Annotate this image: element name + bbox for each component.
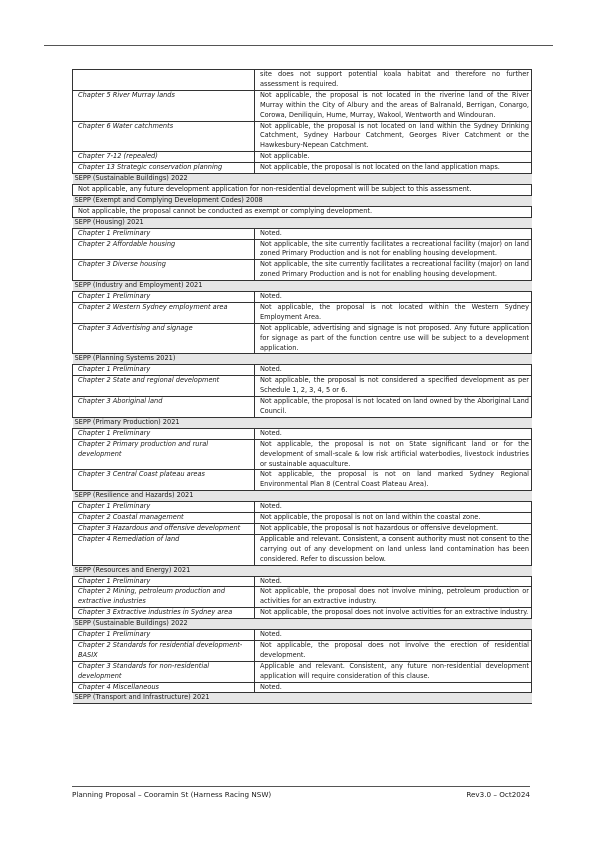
- chapter-name: Chapter 5 River Murray lands: [73, 90, 255, 121]
- chapter-name: Chapter 4 Remediation of land: [73, 534, 255, 565]
- chapter-comment: Not applicable, the proposal is not located on land within the Sydney Drinking Catchment, Sydney Harbour Catchment, Georges River Catchment or the Hawkesbury-Nepean Catchment.: [255, 121, 532, 152]
- chapter-comment: Not applicable, the proposal does not involve activities for an extractive industry.: [255, 608, 532, 619]
- chapter-comment: Not applicable, the proposal is not on State significant land or for the development of small-scale & low risk artificial waterbodies, livestock industries or sustainable aquaculture.: [255, 439, 532, 470]
- chapter-name: Chapter 13 Strategic conservation planning: [73, 163, 255, 174]
- footer-rule: [72, 786, 530, 787]
- chapter-name: [73, 70, 255, 91]
- chapter-comment: Noted.: [255, 576, 532, 587]
- chapter-row: [73, 682, 532, 693]
- header-rule: [44, 45, 553, 46]
- chapter-row: [73, 302, 532, 323]
- chapter-row: [73, 630, 532, 641]
- chapter-row: [73, 523, 532, 534]
- chapter-row: [73, 576, 532, 587]
- sepp-heading-row: [73, 565, 532, 576]
- chapter-name: Chapter 2 Standards for residential development-BASIX: [73, 640, 255, 661]
- chapter-row: [73, 661, 532, 682]
- chapter-row: [73, 365, 532, 376]
- chapter-row: [73, 323, 532, 354]
- chapter-row: [73, 376, 532, 397]
- chapter-comment: Not applicable, the proposal is not hazardous or offensive development.: [255, 523, 532, 534]
- chapter-row: [73, 428, 532, 439]
- sepp-compliance-table: [72, 69, 532, 704]
- chapter-comment: Noted.: [255, 228, 532, 239]
- chapter-name: Chapter 3 Aboriginal land: [73, 397, 255, 418]
- chapter-name: Chapter 2 Western Sydney employment area: [73, 302, 255, 323]
- chapter-name: Chapter 2 State and regional development: [73, 376, 255, 397]
- chapter-row: [73, 608, 532, 619]
- sepp-heading: SEPP (Housing) 2021: [73, 217, 532, 228]
- chapter-comment: Not applicable, the proposal is not considered a specified development as per Schedule 1, 2, 3, 4, 5 or 6.: [255, 376, 532, 397]
- chapter-comment: site does not support potential koala habitat and therefore no further assessment is required.: [255, 70, 532, 91]
- sepp-heading-row: [73, 354, 532, 365]
- table-body: [73, 70, 532, 704]
- chapter-comment: Applicable and relevant. Consistent, a consent authority must not consent to the carrying out of any development on land unless land contamination has been considered. Refer to discussion below.: [255, 534, 532, 565]
- chapter-comment: Noted.: [255, 630, 532, 641]
- sepp-heading: SEPP (Resources and Energy) 2021: [73, 565, 532, 576]
- chapter-comment: Not applicable, the proposal is not located on land owned by the Aboriginal Land Council.: [255, 397, 532, 418]
- sepp-heading-row: [73, 417, 532, 428]
- chapter-name: Chapter 2 Coastal management: [73, 513, 255, 524]
- chapter-row: [73, 90, 532, 121]
- sepp-heading-row: [73, 195, 532, 206]
- chapter-comment: Not applicable, the proposal does not involve mining, petroleum production or activities for an extractive industry.: [255, 587, 532, 608]
- page-footer: [72, 790, 530, 799]
- chapter-row: [73, 470, 532, 491]
- sepp-comment: Not applicable, the proposal cannot be conducted as exempt or complying development.: [73, 206, 532, 217]
- chapter-row: [73, 587, 532, 608]
- sepp-heading-row: [73, 281, 532, 292]
- chapter-comment: Noted.: [255, 682, 532, 693]
- chapter-name: Chapter 7-12 (repealed): [73, 152, 255, 163]
- chapter-name: Chapter 2 Affordable housing: [73, 239, 255, 260]
- sepp-heading: SEPP (Primary Production) 2021: [73, 417, 532, 428]
- footer-document-title: Planning Proposal – Cooramin St (Harness Racing NSW): [72, 790, 272, 799]
- chapter-name: Chapter 3 Hazardous and offensive development: [73, 523, 255, 534]
- sepp-heading-row: [73, 619, 532, 630]
- chapter-name: Chapter 4 Miscellaneous: [73, 682, 255, 693]
- chapter-comment: Not applicable, the site currently facilitates a recreational facility (major) on land zoned Primary Production and is not for enabling housing development.: [255, 260, 532, 281]
- sepp-heading-row: [73, 174, 532, 185]
- sepp-heading-row: [73, 217, 532, 228]
- chapter-row: [73, 152, 532, 163]
- chapter-name: Chapter 3 Standards for non-residential development: [73, 661, 255, 682]
- sepp-heading: SEPP (Planning Systems 2021): [73, 354, 532, 365]
- chapter-name: Chapter 3 Extractive industries in Sydney area: [73, 608, 255, 619]
- chapter-name: Chapter 1 Preliminary: [73, 292, 255, 303]
- chapter-row: [73, 121, 532, 152]
- chapter-name: Chapter 1 Preliminary: [73, 428, 255, 439]
- sepp-heading: SEPP (Sustainable Buildings) 2022: [73, 174, 532, 185]
- chapter-row: [73, 228, 532, 239]
- chapter-comment: Noted.: [255, 428, 532, 439]
- chapter-name: Chapter 3 Advertising and signage: [73, 323, 255, 354]
- chapter-comment: Not applicable, the proposal is not located in the riverine land of the River Murray within the City of Albury and the areas of Balranald, Berrigan, Conargo, Corowa, Deniliquin, Hume, Murray, Wakool, Wentworth and Windouran.: [255, 90, 532, 121]
- chapter-row: [73, 70, 532, 91]
- sepp-heading: SEPP (Industry and Employment) 2021: [73, 281, 532, 292]
- chapter-name: Chapter 3 Diverse housing: [73, 260, 255, 281]
- chapter-comment: Noted.: [255, 365, 532, 376]
- chapter-row: [73, 163, 532, 174]
- chapter-comment: Not applicable, advertising and signage is not proposed. Any future application for signage as part of the function centre use will be subject to a development application.: [255, 323, 532, 354]
- chapter-comment: Noted.: [255, 292, 532, 303]
- chapter-name: Chapter 2 Primary production and rural development: [73, 439, 255, 470]
- sepp-heading: SEPP (Exempt and Complying Development Codes) 2008: [73, 195, 532, 206]
- chapter-row: [73, 260, 532, 281]
- sepp-heading: SEPP (Transport and Infrastructure) 2021: [73, 693, 532, 704]
- chapter-row: [73, 397, 532, 418]
- chapter-row: [73, 534, 532, 565]
- sepp-heading: SEPP (Sustainable Buildings) 2022: [73, 619, 532, 630]
- chapter-comment: Not applicable, the proposal is not located on the land application maps.: [255, 163, 532, 174]
- chapter-name: Chapter 1 Preliminary: [73, 576, 255, 587]
- chapter-comment: Not applicable, the proposal does not involve the erection of residential development.: [255, 640, 532, 661]
- chapter-row: [73, 640, 532, 661]
- sepp-comment-row: [73, 184, 532, 195]
- chapter-name: Chapter 1 Preliminary: [73, 228, 255, 239]
- chapter-comment: Applicable and relevant. Consistent, any future non-residential development application will require consideration of this clause.: [255, 661, 532, 682]
- sepp-heading: SEPP (Resilience and Hazards) 2021: [73, 491, 532, 502]
- chapter-name: Chapter 1 Preliminary: [73, 502, 255, 513]
- chapter-comment: Not applicable, the proposal is not on land marked Sydney Regional Environmental Plan 8 (Central Coast Plateau Area).: [255, 470, 532, 491]
- chapter-row: [73, 502, 532, 513]
- chapter-name: Chapter 1 Preliminary: [73, 630, 255, 641]
- chapter-name: Chapter 1 Preliminary: [73, 365, 255, 376]
- chapter-name: Chapter 6 Water catchments: [73, 121, 255, 152]
- chapter-row: [73, 292, 532, 303]
- sepp-heading-row: [73, 491, 532, 502]
- chapter-comment: Not applicable, the proposal is not located within the Western Sydney Employment Area.: [255, 302, 532, 323]
- footer-revision: Rev3.0 – Oct2024: [466, 790, 530, 799]
- chapter-comment: Noted.: [255, 502, 532, 513]
- chapter-comment: Not applicable, the site currently facilitates a recreational facility (major) on land zoned Primary Production and is not for enabling housing development.: [255, 239, 532, 260]
- chapter-name: Chapter 2 Mining, petroleum production and extractive industries: [73, 587, 255, 608]
- sepp-comment: Not applicable, any future development application for non-residential development will be subject to this assessment.: [73, 184, 532, 195]
- sepp-heading-row: [73, 693, 532, 704]
- chapter-comment: Not applicable, the proposal is not on land within the coastal zone.: [255, 513, 532, 524]
- chapter-comment: Not applicable.: [255, 152, 532, 163]
- chapter-row: [73, 513, 532, 524]
- chapter-row: [73, 239, 532, 260]
- chapter-row: [73, 439, 532, 470]
- chapter-name: Chapter 3 Central Coast plateau areas: [73, 470, 255, 491]
- sepp-comment-row: [73, 206, 532, 217]
